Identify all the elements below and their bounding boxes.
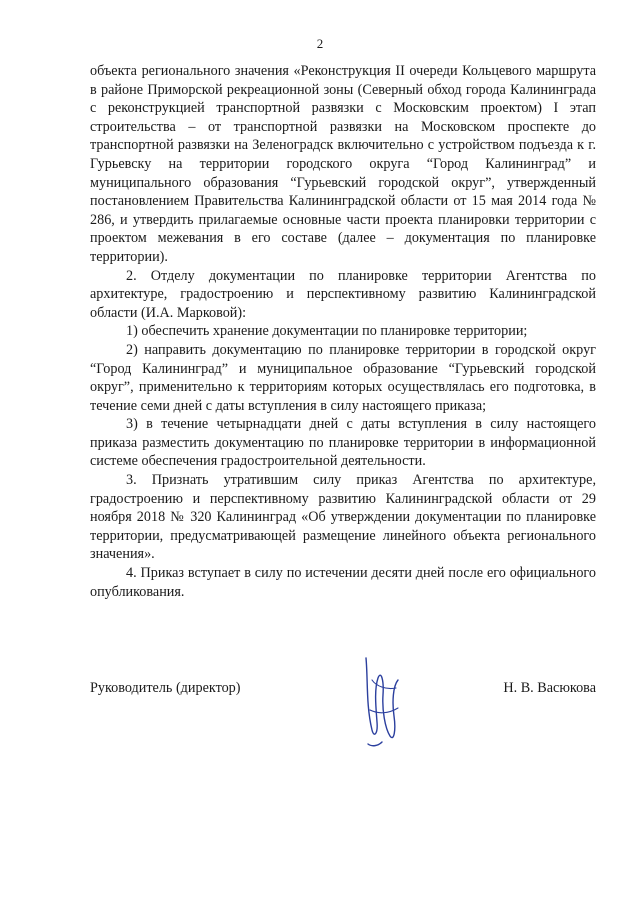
paragraph-subitem-2: 2) направить документацию по планировке территории в городской округ “Город Калининград” и муниципальное образование “Гурьевский городской округ”, применительно к территориям которых осуществлялась его подготовка, в течение семи дней с даты вступления в силу настоящего приказа; [90,341,596,414]
page-number: 2 [316,36,324,51]
paragraph-item-2: 2. Отделу документации по планировке территории Агентства по архитектуре, градостроению и перспективному развитию Калининградской области (И.А. Марковой): [90,267,596,321]
signature-block [90,680,596,740]
paragraph-item-4: 4. Приказ вступает в силу по истечении десяти дней после его официального опубликования. [90,565,596,600]
paragraph-intro: объекта регионального значения «Реконструкция II очереди Кольцевого маршрута в районе Приморской рекреационной зоны (Северный обход города Калининграда с реконструкцией транспортной развязки с Московским проектом) I этап строительства – от транспортной развязки на Московском проспекте до транспортной развязки на Зеленоградск включительно с устройством подъезда к г. Гурьевску на территории городского округа “Город Калининград” и муниципального образования “Гурьевский городской округ”, утвержденный постановлением Правительства Калининградской области от 15 мая 2014 года № 286, и утвердить прилагаемые основные части проекта планировки территории с проектом межевания в его составе (далее – документация по планировке территории). [90,63,596,265]
signatory-position: Руководитель (директор) [90,680,241,696]
signatory-name: Н. В. Васюкова [503,680,596,696]
paragraph-subitem-1: 1) обеспечить хранение документации по планировке территории; [126,323,528,340]
document-body [90,62,596,601]
paragraph-subitem-3: 3) в течение четырнадцати дней с даты вступления в силу настоящего приказа разместить документацию по планировке территории в информационной системе обеспечения градостроительной деятельности. [90,416,596,470]
handwritten-signature [352,650,412,750]
paragraph-item-3: 3. Признать утратившим силу приказ Агентства по архитектуре, градостроению и перспективному развитию Калининградской области от 29 ноября 2018 № 320 Калининград «Об утверждении документации по планировке территории, предусматривающей размещение линейного объекта регионального значения». [90,472,596,563]
